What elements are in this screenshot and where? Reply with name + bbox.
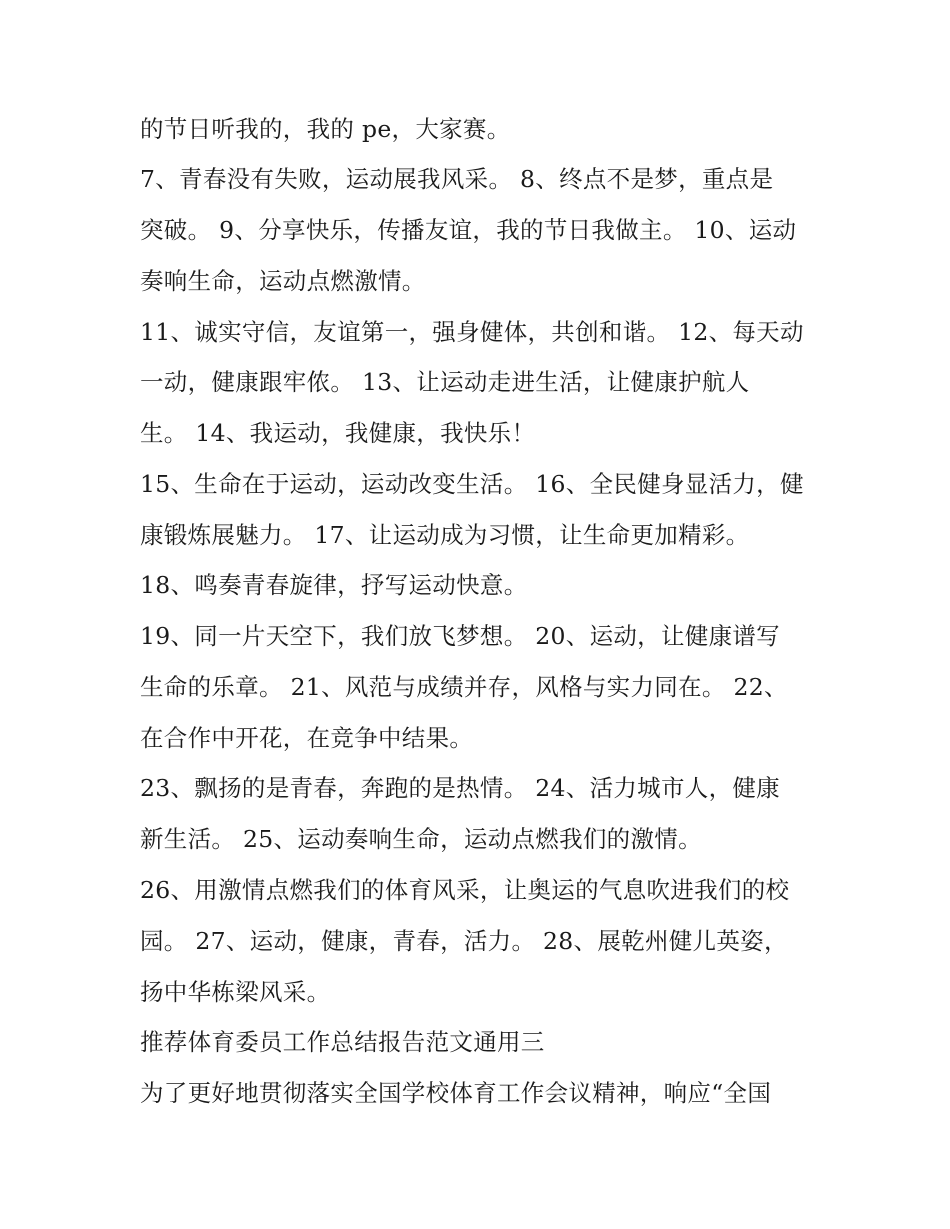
section-heading: 推荐体育委员工作总结报告范文通用三 — [140, 1028, 545, 1056]
text-line: 的节日听我的，我的 pe，大家赛。 — [140, 115, 511, 143]
text-line: 生命的乐章。 21、风范与成绩并存，风格与实力同在。 22、 — [140, 673, 788, 701]
text-line: 19、同一片天空下，我们放飞梦想。 20、运动，让健康谱写 — [140, 622, 780, 650]
text-line: 11、诚实守信，友谊第一，强身健体，共创和谐。 12、每天动 — [140, 318, 804, 346]
text-line: 生。 14、我运动，我健康，我快乐！ — [140, 419, 536, 447]
text-line: 为了更好地贯彻落实全国学校体育工作会议精神，响应“全国 — [140, 1079, 772, 1107]
text-line: 奏响生命，运动点燃激情。 — [140, 267, 426, 295]
text-line: 7、青春没有失败，运动展我风采。 8、终点不是梦，重点是 — [140, 165, 774, 193]
text-line: 18、鸣奏青春旋律，抒写运动快意。 — [140, 571, 528, 599]
text-line: 康锻炼展魅力。 17、让运动成为习惯，让生命更加精彩。 — [140, 521, 750, 549]
text-line: 园。 27、运动，健康，青春，活力。 28、展乾州健儿英姿， — [140, 927, 788, 955]
text-line: 扬中华栋梁风采。 — [140, 978, 331, 1006]
text-line: 新生活。 25、运动奏响生命，运动点燃我们的激情。 — [140, 825, 702, 853]
text-line: 在合作中开花，在竞争中结果。 — [140, 724, 474, 752]
text-line: 突破。 9、分享快乐，传播友谊，我的节日我做主。 10、运动 — [140, 216, 797, 244]
text-line: 一动，健康跟牢侬。 13、让运动走进生活，让健康护航人 — [140, 368, 750, 396]
text-line: 23、飘扬的是青春，奔跑的是热情。 24、活力城市人，健康 — [140, 774, 780, 802]
text-line: 26、用激情点燃我们的体育风采，让奥运的气息吹进我们的校 — [140, 876, 790, 904]
text-line: 15、生命在于运动，运动改变生活。 16、全民健身显活力，健 — [140, 470, 804, 498]
